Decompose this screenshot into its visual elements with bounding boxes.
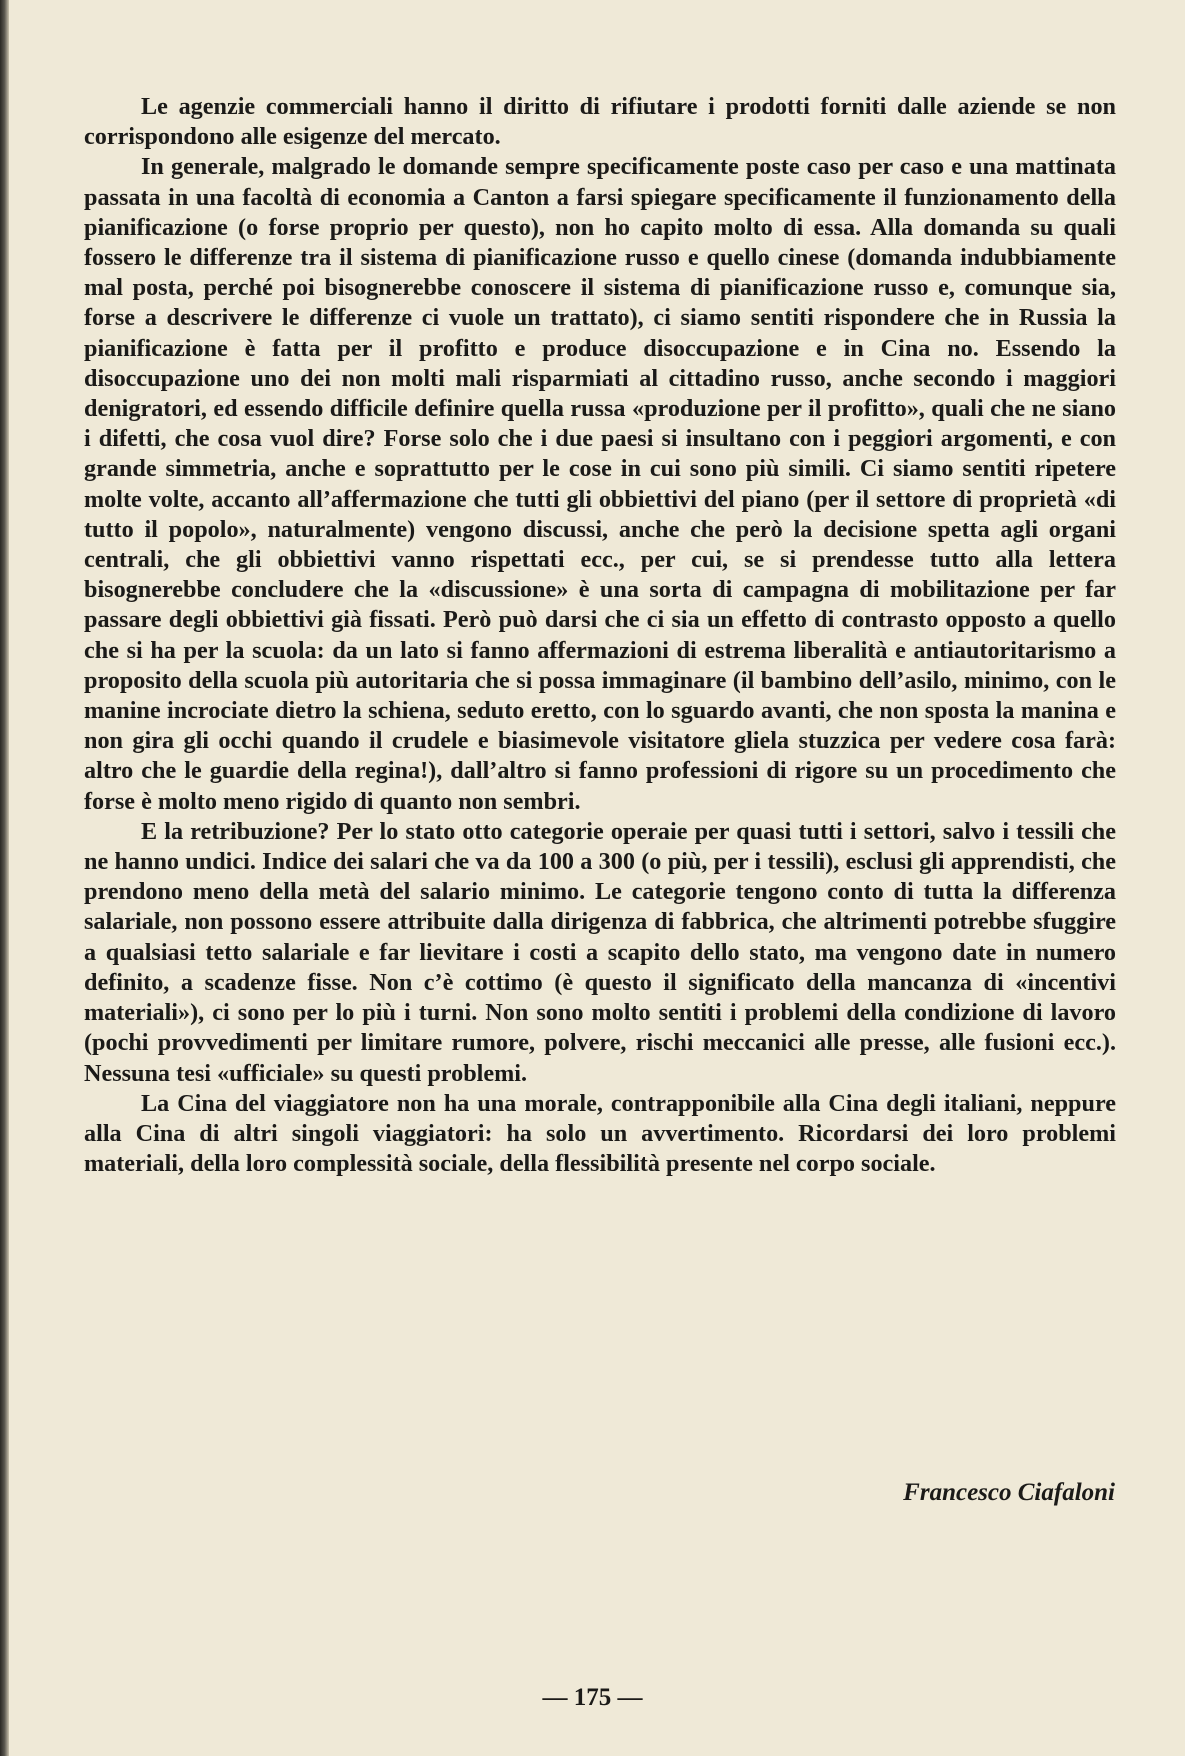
page-number: — 175 — (542, 1684, 643, 1711)
paragraph: E la retribuzione? Per lo stato otto categorie operaie per quasi tutti i settori, salvo i tessili che ne hanno undici. Indice dei salari che va da 100 a 300 (o più, per i tessili), esclusi gli apprendisti, che prendono meno della metà del salario minimo. Le categorie tengono conto di tutta la differenza salariale, non possono essere attribuite dalla dirigenza di fabbrica, che altrimenti potrebbe sfuggire a qualsiasi tetto salariale e far lievitare i costi a scapito dello stato, ma vengono date in numero definito, a scadenze fisse. Non c’è cottimo (è questo il significato della mancanza di «incentivi materiali»), ci sono per lo più i turni. Non sono molto sentiti i problemi della condizione di lavoro (pochi provvedimenti per limitare rumore, polvere, rischi meccanici alle presse, alle fusioni ecc.). Nessuna tesi «ufficiale» su questi problemi. (84, 817, 1116, 1087)
paragraph: La Cina del viaggiatore non ha una morale, contrapponibile alla Cina degli italiani, neppure alla Cina di altri singoli viaggiatori: ha solo un avvertimento. Ricordarsi dei loro problemi materiali, della loro complessità sociale, della flessibilità presente nel corpo sociale. (84, 1089, 1116, 1178)
page-binding-edge (0, 0, 9, 1756)
paragraph: Le agenzie commerciali hanno il diritto di rifiutare i prodotti forniti dalle aziende se non corrispondono alle esigenze del mercato. (84, 93, 1116, 151)
article-body (84, 92, 1116, 1179)
paragraph: In generale, malgrado le domande sempre specificamente poste caso per caso e una mattinata passata in una facoltà di economia a Canton a farsi spiegare specificamente il funzionamento della pianificazione (o forse proprio per questo), non ho capito molto di essa. Alla domanda su quali fossero le differenze tra il sistema di pianificazione russo e quello cinese (domanda indubbiamente mal posta, perché poi bisognerebbe conoscere il sistema di pianificazione russo e, comunque sia, forse a descrivere le differenze ci vuole un trattato), ci siamo sentiti rispondere che in Russia la pianificazione è fatta per il profitto e produce disoccupazione e in Cina no. Essendo la disoccupazione uno dei non molti mali risparmiati al cittadino russo, anche secondo i maggiori denigratori, ed essendo difficile definire quella russa «produzione per il profitto», quali che ne siano i difetti, che cosa vuol dire? Forse solo che i due paesi si insultano con i peggiori argomenti, e con grande simmetria, anche e soprattutto per le cose in cui sono più simili. Ci siamo sentiti ripetere molte volte, accanto all’affermazione che tutti gli obbiettivi del piano (per il settore di proprietà «di tutto il popolo», naturalmente) vengono discussi, anche che però la decisione spetta agli organi centrali, che gli obbiettivi vanno rispettati ecc., per cui, se si prendesse tutto alla lettera bisognerebbe concludere che la «discussione» è una sorta di campagna di mobilitazione per far passare degli obbiettivi già fissati. Però può darsi che ci sia un effetto di contrasto opposto a quello che si ha per la scuola: da un lato si fanno affermazioni di estrema liberalità e antiautoritarismo a proposito della scuola più autoritaria che si possa immaginare (il bambino dell’asilo, minimo, con le manine incrociate dietro la schiena, seduto eretto, con lo sguardo avanti, che non sposta la manina e non gira gli occhi quando il crudele e biasimevole visitatore gliela stuzzica per vedere cosa farà: altro che le guardie della regina!), dall’altro si fanno professioni di rigore su un procedimento che forse è molto meno rigido di quanto non sembri. (84, 153, 1116, 815)
author-signature: Francesco Ciafaloni (903, 1479, 1115, 1506)
